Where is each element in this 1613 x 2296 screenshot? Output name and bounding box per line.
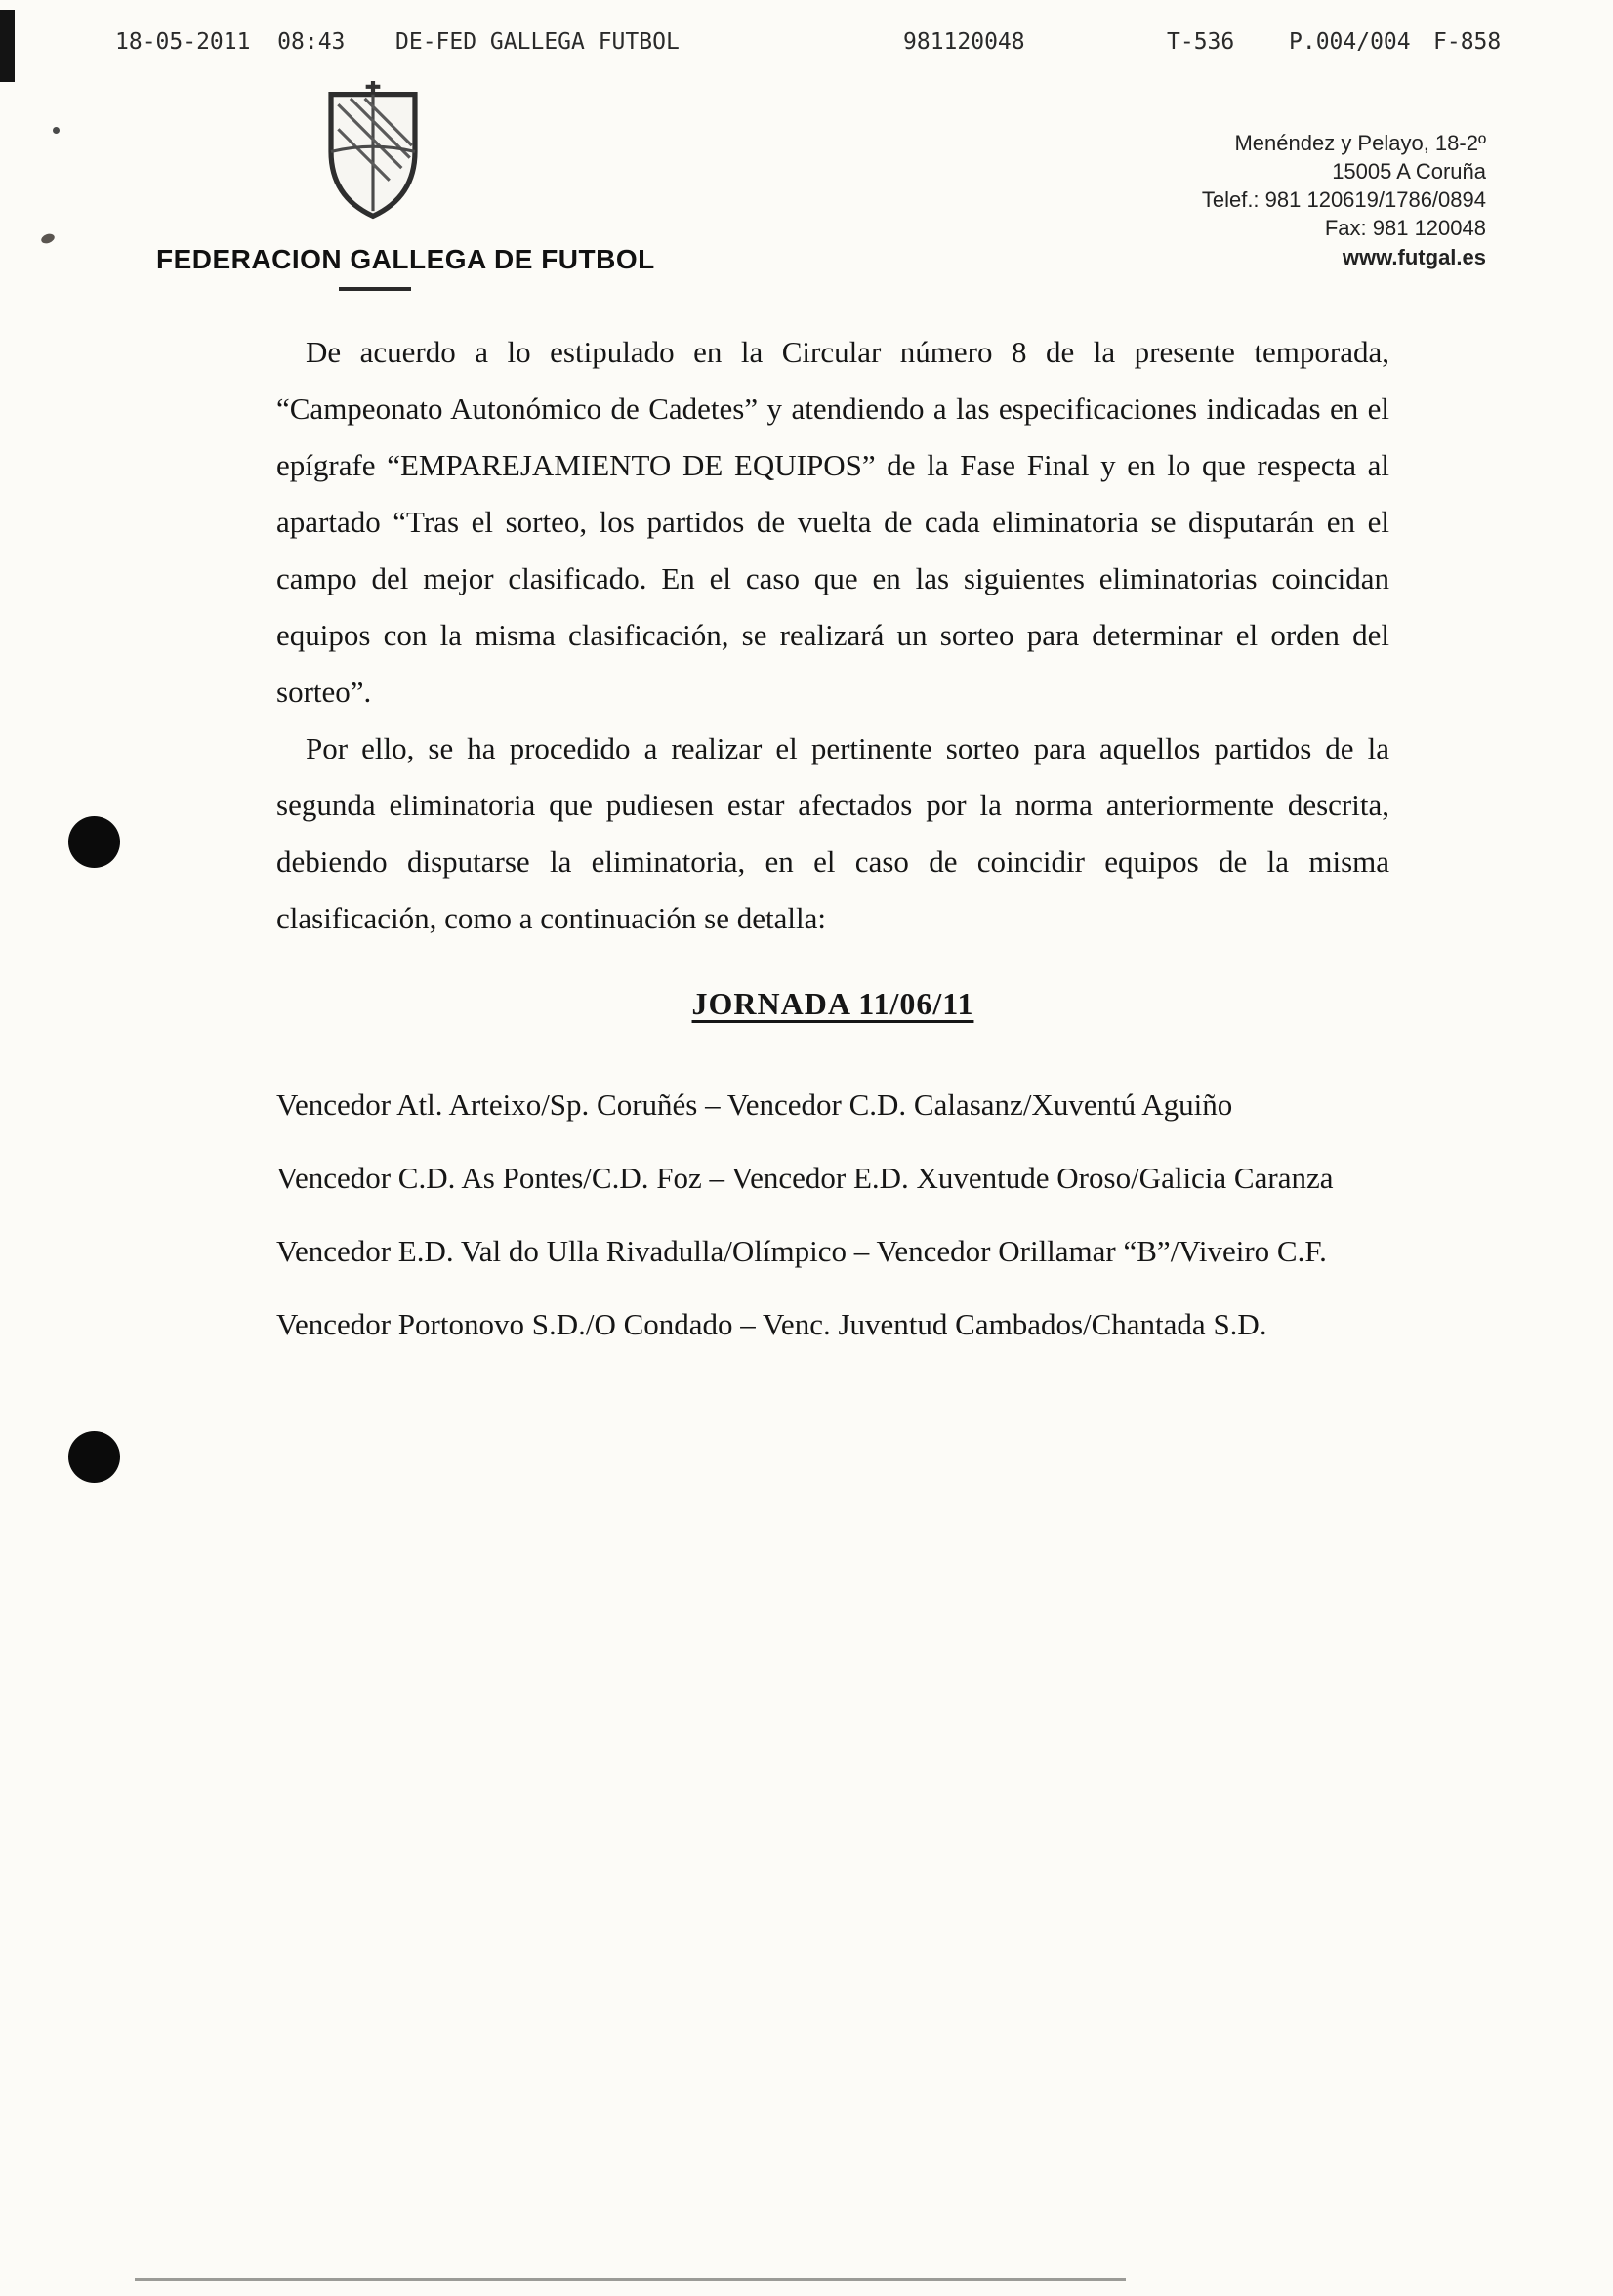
fax-transmission-header	[0, 29, 1613, 62]
letterhead-address-block	[1202, 129, 1486, 271]
federation-crest-icon	[320, 80, 426, 228]
fax-sender: DE-FED GALLEGA FUTBOL	[395, 29, 680, 55]
hole-punch-mark	[68, 1431, 120, 1483]
jornada-heading: JORNADA 11/06/11	[691, 986, 974, 1021]
match-line: Vencedor E.D. Val do Ulla Rivadulla/Olímpico – Vencedor Orillamar “B”/Viveiro C.F.	[276, 1234, 1327, 1268]
address-line: Menéndez y Pelayo, 18-2º	[1234, 131, 1486, 155]
org-name-underline	[339, 287, 411, 291]
address-line: Telef.: 981 120619/1786/0894	[1201, 187, 1486, 212]
body-paragraph-1: De acuerdo a lo estipulado en la Circular número 8 de la presente temporada, “Campeonato Autonómico de Cadetes” y atendiendo a las especificaciones indicadas en el epígrafe “EMPAREJAMIENTO DE EQUIPOS” de la Fase Final y en lo que respecta al apartado “Tras el sorteo, los partidos de vuelta de cada eliminatoria se disputarán en el campo del mejor clasificado. En el caso que en las siguientes eliminatorias coincidan equipos con la misma clasificación, se realizará un sorteo para determinar el orden del sorteo”.	[276, 335, 1389, 709]
scan-bottom-line-artifact	[135, 2278, 1126, 2281]
letter-body	[276, 324, 1389, 1381]
fax-station-number: 981120048	[903, 29, 1025, 55]
address-line: 15005 A Coruña	[1332, 159, 1486, 184]
fax-t-code: T-536	[1167, 29, 1235, 55]
fax-page-count: P.004/004	[1289, 29, 1411, 55]
body-paragraph-2: Por ello, se ha procedido a realizar el pertinente sorteo para aquellos partidos de la segunda eliminatoria que pudiesen estar afectados por la norma anteriormente descrita, debiendo disputarse la eliminatoria, en el caso de coincidir equipos de la misma clasificación, como a continuación se detalla:	[276, 731, 1389, 935]
website-url: www.futgal.es	[1342, 245, 1486, 269]
org-name-heading: FEDERACION GALLEGA DE FUTBOL	[156, 244, 655, 274]
fax-f-code: F-858	[1433, 29, 1502, 55]
match-line: Vencedor C.D. As Pontes/C.D. Foz – Vencedor E.D. Xuventude Oroso/Galicia Caranza	[276, 1161, 1334, 1195]
scan-speck	[53, 127, 60, 134]
fax-datetime: 18-05-2011 08:43	[115, 29, 346, 55]
match-list	[276, 1088, 1389, 1341]
address-line: Fax: 981 120048	[1324, 216, 1486, 240]
scan-speck	[40, 232, 56, 245]
hole-punch-mark	[68, 816, 120, 868]
match-line: Vencedor Portonovo S.D./O Condado – Venc. Juventud Cambados/Chantada S.D.	[276, 1307, 1267, 1341]
match-line: Vencedor Atl. Arteixo/Sp. Coruñés – Vencedor C.D. Calasanz/Xuventú Aguiño	[276, 1087, 1233, 1122]
scan-edge-artifact	[0, 10, 15, 82]
